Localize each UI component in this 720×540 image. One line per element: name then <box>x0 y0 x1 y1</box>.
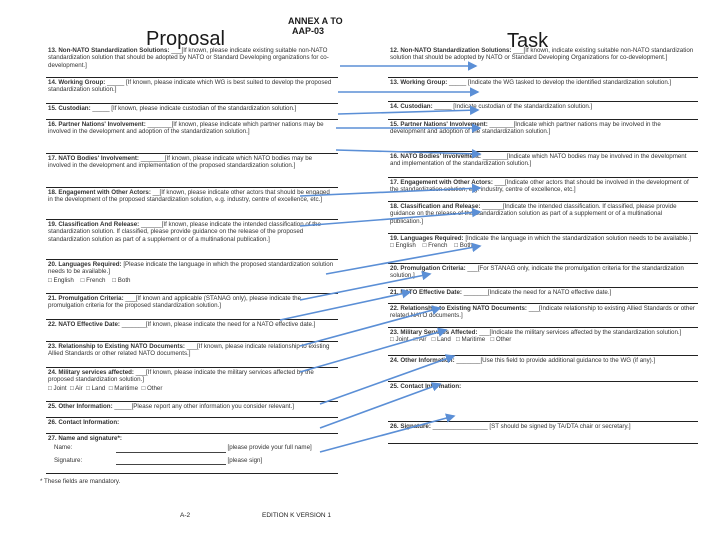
option-label: French <box>428 242 448 250</box>
row-text: ______[Indicate the intended classification. If classified, please provide guidance on the release of the standardization solution as part of a supplement or of a multinational publication.] <box>390 203 677 225</box>
arrow-24-to-23 <box>300 330 446 372</box>
row-label: 16. Partner Nations' Involvement: <box>48 121 146 128</box>
row-text: _____ [Indicate the WG tasked to develop the identified standardization solution.] <box>449 79 672 86</box>
row-text: _____ [If known, please indicate which WG is best suited to develop the proposed standardization solution.] <box>48 79 332 94</box>
row-label: 17. Engagement with Other Actors: <box>390 179 493 186</box>
row-text: [Please indicate the language in which the proposed standardization solution needs to be available.] <box>48 261 334 276</box>
row-text: [Indicate the language in which the standardization solution needs to be available.] <box>465 235 691 242</box>
row-label: 26. Contact Information: <box>48 419 120 426</box>
row-text: ___[If known, please indicate existing suitable non-NATO standardization solution that should be adopted by NATO or Standard Developing organizations for co-development.] <box>48 47 329 69</box>
row-label: 18. Engagement with Other Actors: <box>48 189 151 196</box>
row-text: _______[If known, please indicate which NATO bodies may be involved in the development and implementation of the proposed standardization solution.] <box>48 155 313 170</box>
row-label: 23. Military Services Affected: <box>390 329 478 336</box>
row-label: 24. Other Information: <box>390 357 455 364</box>
row-label: 27. Name and signature*: <box>48 435 122 442</box>
row-label: 21. NATO Effective Date: <box>390 289 462 296</box>
name-hint: [please provide your full name] <box>227 444 312 452</box>
annex-line-1: ANNEX A TO <box>288 16 343 26</box>
mandatory-note: * These fields are mandatory. <box>40 478 121 485</box>
checkbox-joint[interactable]: □ Joint <box>390 336 409 344</box>
row-text: _______[Indicate which NATO bodies may be involved in the development and implementation of the standardization solution.] <box>390 153 687 168</box>
option-label: Land <box>91 384 106 392</box>
row-label: 18. Classification and Release: <box>390 203 481 210</box>
row-label: 16. NATO Bodies' Involvement: <box>390 153 481 160</box>
arrow-20-to-19 <box>326 246 480 274</box>
checkbox-other[interactable]: □ Other <box>490 336 512 344</box>
row-text: ___[If known and applicable (STANAG only), please indicate the promulgation criteria for the proposed standardization solution.] <box>48 295 302 310</box>
row-text: ___[If known, please indicate the military services affected by the proposed standardization solution.] <box>48 369 314 384</box>
option-label: Maritime <box>114 384 139 392</box>
checkbox-french[interactable]: □ French <box>80 276 106 284</box>
option-label: Air <box>418 336 427 344</box>
proposal-title: Proposal <box>146 28 225 50</box>
arrow-17-to-16 <box>336 150 480 154</box>
signature-hint: [please sign] <box>227 456 263 464</box>
edition-label: EDITION K VERSION 1 <box>262 512 331 519</box>
row-label: 20. Languages Required: <box>48 261 122 268</box>
row-label: 15. Partner Nations' Involvement: <box>390 121 488 128</box>
checkbox-both[interactable]: □ Both <box>454 242 473 250</box>
page-number: A-2 <box>180 512 191 519</box>
option-label: Air <box>75 384 83 392</box>
row-label: 15. Custodian: <box>48 105 91 112</box>
row-text: ___[Indicate the military services affected by the standardization solution.] <box>479 329 682 336</box>
arrow-23-to-22 <box>300 308 440 346</box>
task-title: Task <box>507 30 549 52</box>
checkbox-land[interactable]: □ Land <box>86 384 106 392</box>
option-label: Maritime <box>461 336 486 344</box>
row-label: 14. Working Group: <box>48 79 106 86</box>
row-text: ___[Indicate relationship to existing Allied Standards or other related NATO documents.] <box>390 305 695 320</box>
row-label: 12. Non-NATO Standardization Solutions: <box>390 47 512 54</box>
option-label: French <box>86 276 106 284</box>
row-label: 25. Contact Information: <box>390 383 462 390</box>
arrow-21-to-20 <box>300 274 430 300</box>
row-label: 20. Promulgation Criteria: <box>390 265 466 272</box>
checkbox-air[interactable]: □ Air <box>70 384 83 392</box>
annex-line-2: AAP-03 <box>292 26 325 36</box>
checkbox-land[interactable]: □ Land <box>431 336 451 344</box>
option-label: Both <box>459 242 473 250</box>
row-label: 23. Relationship to Existing NATO Documents: <box>48 343 185 350</box>
arrow-19-to-18 <box>300 212 480 226</box>
row-text: _______[Use this field to provide additional guidance to the WG (if any).] <box>456 357 656 364</box>
arrow-22-to-21 <box>280 292 410 320</box>
row-label: 26. Signature: <box>390 423 431 430</box>
row-text: ___[For STANAG only, indicate the promulgation criteria for the standardization solution.] <box>390 265 684 280</box>
signature-label: Signature: <box>54 456 83 464</box>
row-label: 13. Working Group: <box>390 79 448 86</box>
row-text: ___[Indicate other actors that should be involved in the development of the standardization solution, e.g. industry, centre of excellence, etc.] <box>390 179 689 194</box>
row-label: 24. Military services affected: <box>48 369 134 376</box>
row-label: 22. NATO Effective Date: <box>48 321 120 328</box>
row-text: _______[Indicate the need for a NATO effective date.] <box>463 289 612 296</box>
row-text: _____ [Indicate custodian of the standardization solution.] <box>434 103 593 110</box>
checkbox-french[interactable]: □ French <box>422 242 448 250</box>
row-text: __[If known, please indicate other actors that should be engaged in the development of the proposed standardization solution, e.g. industry, centre of excellence, etc.] <box>48 189 330 204</box>
checkbox-english[interactable]: □ English <box>48 276 74 284</box>
row-label: 25. Other Information: <box>48 403 113 410</box>
checkbox-english[interactable]: □ English <box>390 242 416 250</box>
row-label: 14. Custodian: <box>390 103 433 110</box>
row-text: ______[If known, please indicate the intended classification of the standardization solution. If classified, please provide guidance on the release of the proposed standardization solution as part of a supplement or of a multinational publication.] <box>48 221 321 243</box>
row-text: ___[If known, indicate existing suitable non-NATO standardization solution that should be adopted by NATO or Standard Developing Organizations for co-development.] <box>390 47 694 62</box>
row-label: 17. NATO Bodies' Involvement: <box>48 155 139 162</box>
row-text: ________________ [ST should be signed by TA/DTA chair or secretary.] <box>432 423 631 430</box>
row-label: 21. Promulgation Criteria: <box>48 295 124 302</box>
row-text: _____[Please report any other information you consider relevant.] <box>114 403 294 410</box>
option-label: Other <box>495 336 512 344</box>
row-label: 19. Languages Required: <box>390 235 464 242</box>
option-label: Land <box>437 336 451 344</box>
row-label: 22. Relationship to Existing NATO Documents: <box>390 305 527 312</box>
checkbox-other[interactable]: □ Other <box>141 384 163 392</box>
arrow-26-to-25 <box>320 384 440 428</box>
checkbox-maritime[interactable]: □ Maritime <box>455 336 486 344</box>
arrow-25-to-24 <box>320 356 454 404</box>
checkbox-joint[interactable]: □ Joint <box>48 384 67 392</box>
option-label: Both <box>117 276 131 284</box>
row-label: 19. Classification And Release: <box>48 221 140 228</box>
checkbox-maritime[interactable]: □ Maritime <box>108 384 139 392</box>
row-text: _______[If known, please indicate the need for a NATO effective date.] <box>121 321 316 328</box>
row-text: ___[If known, please indicate relationship to existing Allied Standards or other related NATO documents.] <box>48 343 330 358</box>
option-label: Other <box>146 384 163 392</box>
checkbox-both[interactable]: □ Both <box>112 276 131 284</box>
option-label: Joint <box>53 384 67 392</box>
name-label: Name: <box>54 444 73 452</box>
option-label: English <box>395 242 416 250</box>
arrow-18-to-17 <box>300 188 480 196</box>
row-label: 13. Non-NATO Standardization Solutions: <box>48 47 170 54</box>
row-text: _______[Indicate which partner nations may be involved in the development and adoption of the standardization solution.] <box>390 121 661 136</box>
checkbox-air[interactable]: □ Air <box>413 336 427 344</box>
row-text: _______[If known, please indicate which partner nations may be involved in the development and adoption of the standardization solution.] <box>48 121 324 136</box>
arrow-15-to-14 <box>338 110 478 114</box>
option-label: Joint <box>395 336 409 344</box>
row-text: _____ [If known, please indicate custodian of the standardization solution.] <box>92 105 297 112</box>
option-label: English <box>53 276 74 284</box>
